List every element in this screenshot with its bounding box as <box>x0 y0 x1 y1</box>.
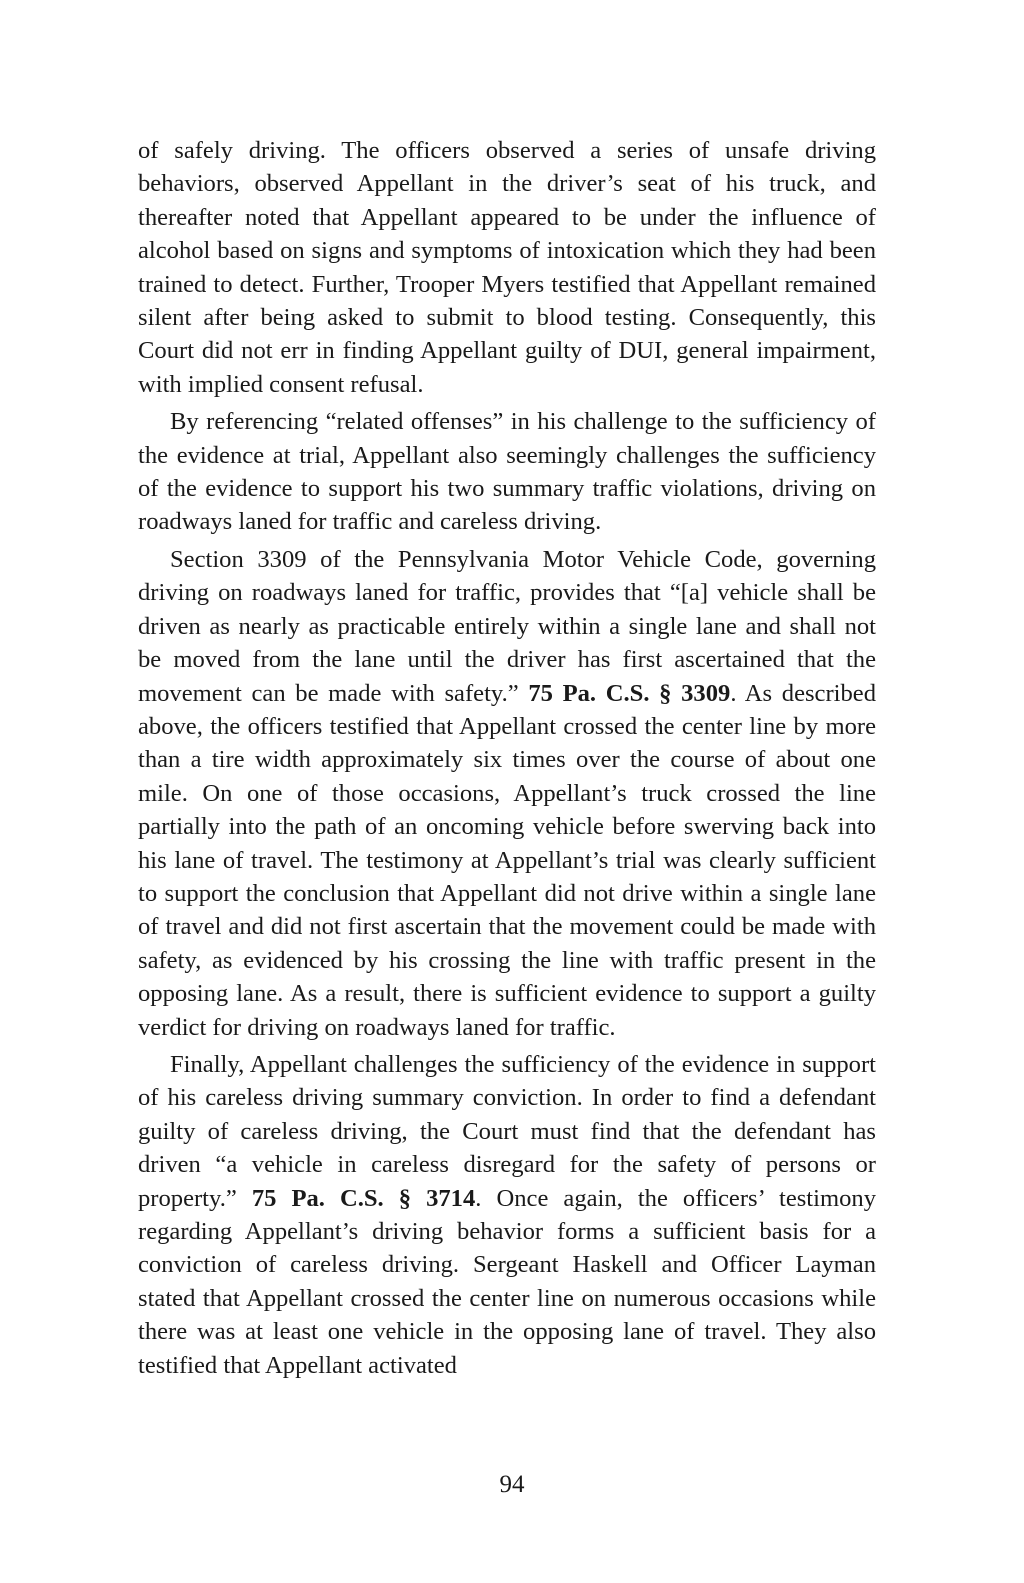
paragraph-text: Section 3309 of the Pennsylvania Motor Vehicle Code, governing driving on roadways laned for traffic, provides that “[a] vehicle shall be driven as nearly as practicable entirely within a single lane and shall not be moved from the lane until the driver has first ascertained that the movement can be made with safety.” <box>138 545 876 707</box>
paragraph-careless-driving <box>138 1048 876 1382</box>
paragraph-text: Finally, Appellant challenges the sufficiency of the evidence in support of his careless driving summary conviction. In order to find a defendant guilty of careless driving, the Court must find that the defendant has driven “a vehicle in careless disregard for the safety of persons or property.” <box>138 1050 876 1212</box>
statute-citation: 75 Pa. C.S. § 3714 <box>251 1184 476 1212</box>
paragraph-text: . Once again, the officers’ testimony regarding Appellant’s driving behavior forms a sufficient basis for a conviction of careless driving. Sergeant Haskell and Officer Layman stated that Appellant crossed the center line on numerous occasions while there was at least one vehicle in the opposing lane of travel. They also testified that Appellant activated <box>138 1184 876 1379</box>
paragraph-continuation: of safely driving. The officers observed a series of unsafe driving behaviors, observed Appellant in the driver’s seat of his truck, and thereafter noted that Appellant appeared to be under the influence of alcohol based on signs and symptoms of intoxication which they had been trained to detect. Further, Trooper Myers testified that Appellant remained silent after being asked to submit to blood testing. Consequently, this Court did not err in finding Appellant guilty of DUI, general impairment, with implied consent refusal. <box>138 137 876 398</box>
statute-citation: 75 Pa. C.S. § 3309 <box>528 679 731 707</box>
paragraph-section-3309 <box>138 543 876 1044</box>
paragraph-text: . As described above, the officers testified that Appellant crossed the center line by more than a tire width approximately six times over the course of about one mile. On one of those occasions, Appellant’s truck crossed the line partially into the path of an oncoming vehicle before swerving back into his lane of travel. The testimony at Appellant’s trial was clearly sufficient to support the conclusion that Appellant did not drive within a single lane of travel and did not first ascertain that the movement could be made with safety, as evidenced by his crossing the line with traffic present in the opposing lane. As a result, there is sufficient evidence to support a guilty verdict for driving on roadways laned for traffic. <box>138 679 877 1041</box>
paragraph-related-offenses: By referencing “related offenses” in his challenge to the sufficiency of the evidence at trial, Appellant also seemingly challenges the sufficiency of the evidence to support his two summary traffic violations, driving on roadways laned for traffic and careless driving. <box>138 408 876 536</box>
page-number: 94 <box>499 1471 525 1498</box>
document-body <box>138 134 876 1386</box>
